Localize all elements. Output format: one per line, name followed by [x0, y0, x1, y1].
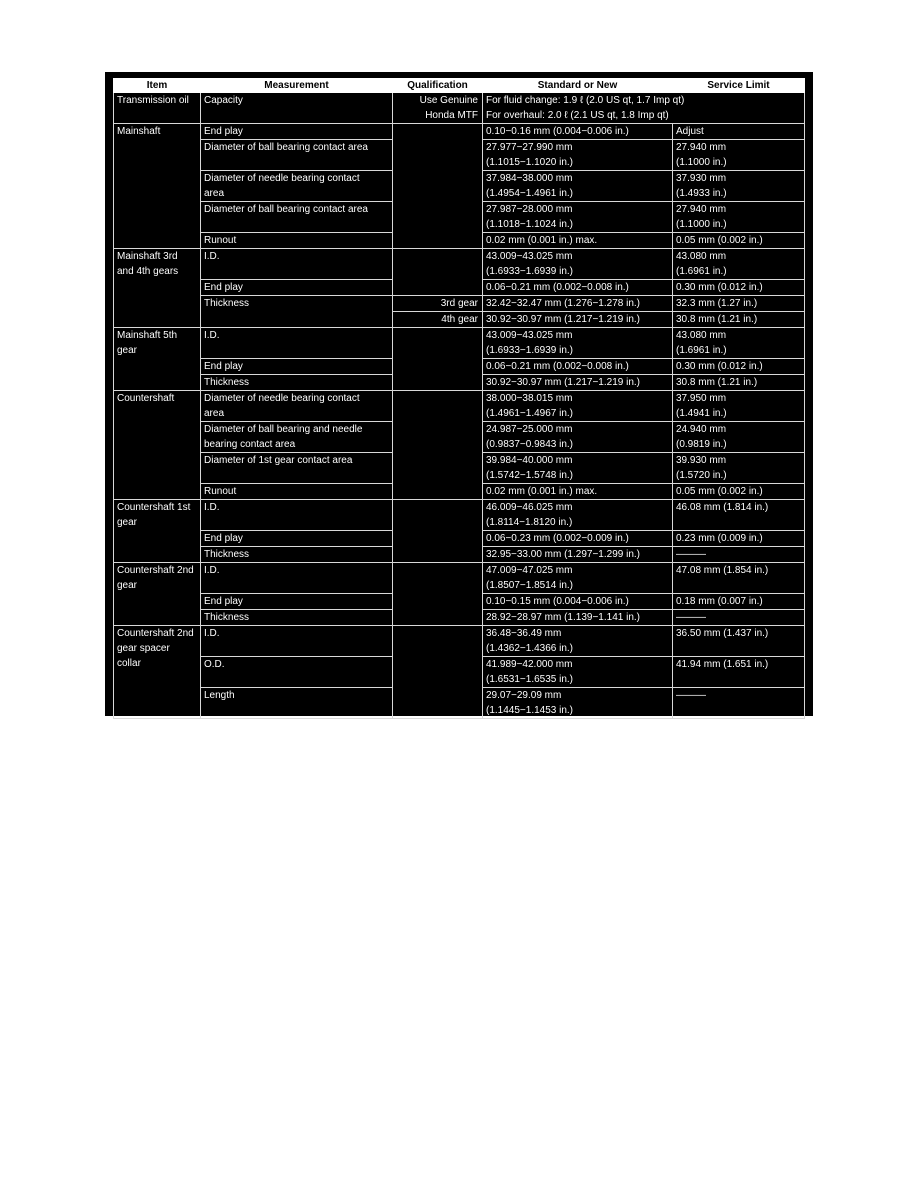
standard-cell: 0.02 mm (0.001 in.) max.: [483, 484, 673, 500]
measurement-cell: Thickness: [201, 375, 393, 391]
standard-cell: 38.000−38.015 mm (1.4961−1.4967 in.): [483, 391, 673, 422]
standard-cell: 0.10−0.16 mm (0.004−0.006 in.): [483, 124, 673, 140]
limit-cell: 30.8 mm (1.21 in.): [673, 375, 805, 391]
measurement-cell: I.D.: [201, 626, 393, 657]
header-item: Item: [114, 79, 201, 93]
standard-cell: 30.92−30.97 mm (1.217−1.219 in.): [483, 375, 673, 391]
qualification-cell: 3rd gear: [393, 296, 483, 312]
standard-cell: 29.07−29.09 mm (1.1445−1.1453 in.): [483, 688, 673, 719]
standard-cell: 41.989−42.000 mm (1.6531−1.6535 in.): [483, 657, 673, 688]
measurement-cell: Diameter of ball bearing and needle bearing contact area: [201, 422, 393, 453]
item-cell: Countershaft 2nd gear: [114, 563, 201, 626]
limit-cell: 47.08 mm (1.854 in.): [673, 563, 805, 594]
measurement-cell: I.D.: [201, 328, 393, 359]
measurement-cell: Diameter of ball bearing contact area: [201, 202, 393, 233]
table-row: [114, 328, 805, 359]
table-row: [114, 391, 805, 422]
measurement-cell: Diameter of ball bearing contact area: [201, 140, 393, 171]
limit-cell: 37.930 mm (1.4933 in.): [673, 171, 805, 202]
limit-cell: 0.23 mm (0.009 in.): [673, 531, 805, 547]
header-standard: Standard or New: [483, 79, 673, 93]
standard-cell: 27.977−27.990 mm (1.1015−1.1020 in.): [483, 140, 673, 171]
header-measurement: Measurement: [201, 79, 393, 93]
standard-cell: 0.06−0.21 mm (0.002−0.008 in.): [483, 359, 673, 375]
measurement-cell: End play: [201, 531, 393, 547]
standard-cell: 39.984−40.000 mm (1.5742−1.5748 in.): [483, 453, 673, 484]
standard-cell: 36.48−36.49 mm (1.4362−1.4366 in.): [483, 626, 673, 657]
limit-cell: ———: [673, 610, 805, 626]
limit-cell: 37.950 mm (1.4941 in.): [673, 391, 805, 422]
header-row: [114, 79, 805, 93]
limit-cell: 36.50 mm (1.437 in.): [673, 626, 805, 657]
standard-cell: 30.92−30.97 mm (1.217−1.219 in.): [483, 312, 673, 328]
standard-cell: 37.984−38.000 mm (1.4954−1.4961 in.): [483, 171, 673, 202]
standard-cell: 24.987−25.000 mm (0.9837−0.9843 in.): [483, 422, 673, 453]
header-qualification: Qualification: [393, 79, 483, 93]
item-cell: Mainshaft: [114, 124, 201, 249]
measurement-cell: I.D.: [201, 249, 393, 280]
limit-cell: 0.18 mm (0.007 in.): [673, 594, 805, 610]
item-cell: Transmission oil: [114, 93, 201, 124]
measurement-cell: End play: [201, 594, 393, 610]
measurement-cell: I.D.: [201, 563, 393, 594]
standard-cell: 0.10−0.15 mm (0.004−0.006 in.): [483, 594, 673, 610]
measurement-cell: End play: [201, 124, 393, 140]
standard-cell: 27.987−28.000 mm (1.1018−1.1024 in.): [483, 202, 673, 233]
item-cell: Mainshaft 5th gear: [114, 328, 201, 391]
item-cell: Countershaft 2nd gear spacer collar: [114, 626, 201, 719]
measurement-cell: Diameter of needle bearing contact area: [201, 171, 393, 202]
qualification-cell: [393, 249, 483, 296]
measurement-cell: End play: [201, 280, 393, 296]
standard-cell: 0.06−0.21 mm (0.002−0.008 in.): [483, 280, 673, 296]
measurement-cell: O.D.: [201, 657, 393, 688]
table-row: [114, 563, 805, 594]
limit-cell: 27.940 mm (1.1000 in.): [673, 140, 805, 171]
standard-cell: 0.06−0.23 mm (0.002−0.009 in.): [483, 531, 673, 547]
measurement-cell: Length: [201, 688, 393, 719]
standard-cell: 43.009−43.025 mm (1.6933−1.6939 in.): [483, 328, 673, 359]
limit-cell: 0.30 mm (0.012 in.): [673, 359, 805, 375]
standard-cell: 28.92−28.97 mm (1.139−1.141 in.): [483, 610, 673, 626]
qualification-cell: Use Genuine Honda MTF: [393, 93, 483, 124]
limit-cell: 0.30 mm (0.012 in.): [673, 280, 805, 296]
limit-cell: 24.940 mm (0.9819 in.): [673, 422, 805, 453]
measurement-cell: Thickness: [201, 610, 393, 626]
limit-cell: ———: [673, 688, 805, 719]
standard-cell: 32.95−33.00 mm (1.297−1.299 in.): [483, 547, 673, 563]
item-cell: Countershaft: [114, 391, 201, 500]
service-spec-table: [113, 78, 805, 719]
spec-table-panel: [105, 72, 813, 716]
limit-cell: 32.3 mm (1.27 in.): [673, 296, 805, 312]
standard-cell: 43.009−43.025 mm (1.6933−1.6939 in.): [483, 249, 673, 280]
measurement-cell: End play: [201, 359, 393, 375]
limit-cell: 0.05 mm (0.002 in.): [673, 233, 805, 249]
table-row: [114, 124, 805, 140]
limit-cell: 43.080 mm (1.6961 in.): [673, 249, 805, 280]
measurement-cell: Thickness: [201, 547, 393, 563]
header-service-limit: Service Limit: [673, 79, 805, 93]
limit-cell: 0.05 mm (0.002 in.): [673, 484, 805, 500]
limit-cell: ———: [673, 547, 805, 563]
table-row: [114, 249, 805, 280]
measurement-cell: I.D.: [201, 500, 393, 531]
qualification-cell: 4th gear: [393, 312, 483, 328]
qualification-cell: [393, 500, 483, 563]
table-row: [114, 296, 805, 312]
qualification-cell: [393, 391, 483, 500]
measurement-cell: Diameter of needle bearing contact area: [201, 391, 393, 422]
item-cell: Countershaft 1st gear: [114, 500, 201, 563]
limit-cell: Adjust: [673, 124, 805, 140]
limit-cell: 43.080 mm (1.6961 in.): [673, 328, 805, 359]
qualification-cell: [393, 563, 483, 626]
standard-cell: 46.009−46.025 mm (1.8114−1.8120 in.): [483, 500, 673, 531]
limit-cell: 39.930 mm (1.5720 in.): [673, 453, 805, 484]
standard-cell: 0.02 mm (0.001 in.) max.: [483, 233, 673, 249]
standard-cell: 47.009−47.025 mm (1.8507−1.8514 in.): [483, 563, 673, 594]
limit-cell: 30.8 mm (1.21 in.): [673, 312, 805, 328]
limit-cell: 46.08 mm (1.814 in.): [673, 500, 805, 531]
measurement-cell: Capacity: [201, 93, 393, 124]
qualification-cell: [393, 124, 483, 249]
measurement-cell: Runout: [201, 484, 393, 500]
table-row: [114, 626, 805, 657]
standard-cell: For fluid change: 1.9 ℓ (2.0 US qt, 1.7 Imp qt) For overhaul: 2.0 ℓ (2.1 US qt, 1.8 Imp qt): [483, 93, 805, 124]
limit-cell: 41.94 mm (1.651 in.): [673, 657, 805, 688]
standard-cell: 32.42−32.47 mm (1.276−1.278 in.): [483, 296, 673, 312]
measurement-cell: Runout: [201, 233, 393, 249]
table-row: [114, 500, 805, 531]
measurement-cell: Diameter of 1st gear contact area: [201, 453, 393, 484]
qualification-cell: [393, 626, 483, 719]
limit-cell: 27.940 mm (1.1000 in.): [673, 202, 805, 233]
table-row: [114, 93, 805, 124]
item-cell: Mainshaft 3rd and 4th gears: [114, 249, 201, 328]
qualification-cell: [393, 328, 483, 391]
measurement-cell: Thickness: [201, 296, 393, 328]
